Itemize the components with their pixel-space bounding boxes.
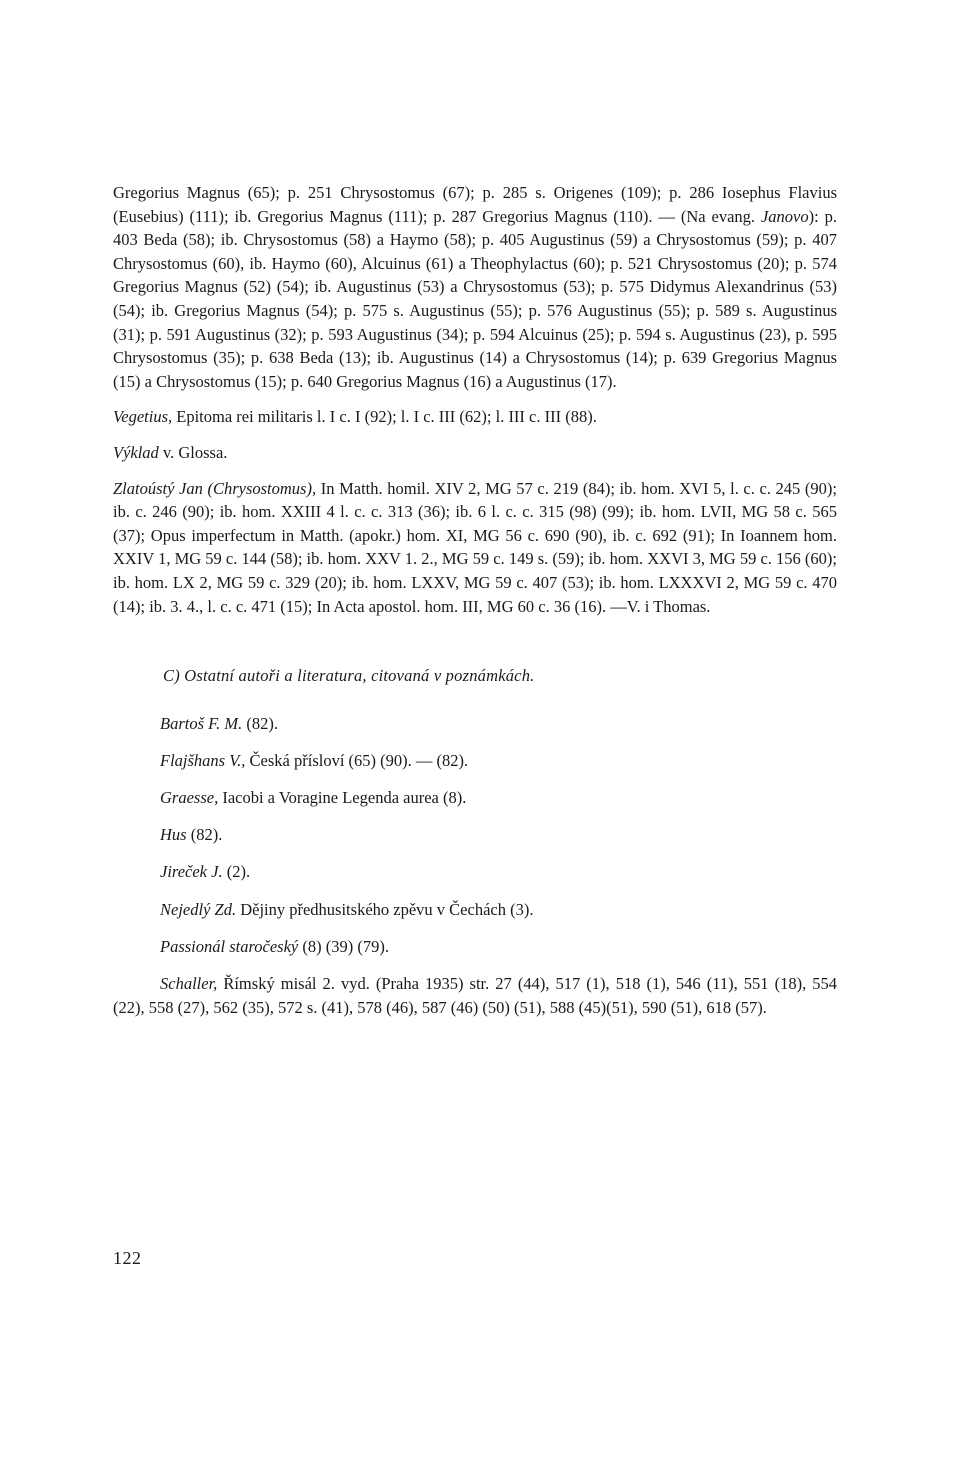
literature-entry: Passionál staročeský (8) (39) (79). bbox=[160, 936, 389, 956]
section-heading: C) Ostatní autoři a literatura, citovaná v poznámkách. bbox=[163, 666, 535, 686]
index-entry-zlatousty: Zlatoústý Jan (Chrysostomus), In Matth. homil. XIV 2, MG 57 c. 219 (84); ib. hom. XVI 5, l. c. c. 245 (90); ib. c. 246 (90); ib. hom. XXIII 4 l. c. c. 313 (36); ib. 6 l. c. c. 315 (98) (99); ib. hom. LVII, MG 58 c. 565 (37); Opus imperfectum in Matth. (apokr.) hom. XI, MG 56 c. 690 (90), ib. c. 692 (91); In Ioannem hom. XXIV 1, MG 59 c. 144 (58); ib. hom. XXV 1. 2., MG 59 c. 149 s. (59); ib. hom. XXVI 3, MG 59 c. 156 (60); ib. hom. LX 2, MG 59 c. 329 (20); ib. hom. LXXV, MG 59 c. 407 (53); ib. hom. LXXXVI 2, MG 59 c. 470 (14); ib. 3. 4., l. c. c. 471 (15); In Acta apostol. hom. III, MG 60 c. 36 (16). —V. i Thomas. bbox=[113, 478, 837, 616]
literature-entry: Graesse, Iacobi a Voragine Legenda aurea (8). bbox=[160, 788, 467, 808]
page-body bbox=[113, 181, 837, 1033]
index-entry-vyklad: Výklad v. Glossa. bbox=[113, 442, 228, 462]
page-number: 122 bbox=[113, 1248, 142, 1268]
literature-entry: Jireček J. (2). bbox=[160, 862, 251, 882]
literature-entry: Nejedlý Zd. Dějiny předhusitského zpěvu v Čechách (3). bbox=[160, 899, 534, 919]
literature-entry: Hus (82). bbox=[160, 825, 223, 845]
index-entry-vegetius: Vegetius, Epitoma rei militaris l. I c. I (92); l. I c. III (62); l. III c. III (88). bbox=[113, 407, 597, 427]
literature-entry: Bartoš F. M. (82). bbox=[160, 713, 278, 733]
index-continuation: Gregorius Magnus (65); p. 251 Chrysostomus (67); p. 285 s. Origenes (109); p. 286 Iosephus Flavius (Eusebius) (111); ib. Gregorius Magnus (111); p. 287 Gregorius Magnus (110). — (Na evang. Janovo): p. 403 Beda (58); ib. Chrysostomus (58) a Haymo (58); p. 405 Augustinus (59) a Chrysostomus (59); p. 407 Chrysostomus (60), ib. Haymo (60), Alcuinus (61) a Theophylactus (60); p. 521 Chrysostomus (20); p. 574 Gregorius Magnus (52) (54); ib. Augustinus (53) a Chrysostomus (53); p. 575 Didymus Alexandrinus (53) (54); ib. Gregorius Magnus (54); p. 575 s. Augustinus (55); p. 576 Augustinus (55); p. 589 s. Augustinus (31); p. 591 Augustinus (32); p. 593 Augustinus (34); p. 594 Alcuinus (25); p. 594 s. Augustinus (23), p. 595 Chrysostomus (35); p. 638 Beda (13); ib. Augustinus (14) a Chrysostomus (14); p. 639 Gregorius Magnus (15) a Chrysostomus (15); p. 640 Gregorius Magnus (16) a Augustinus (17). bbox=[113, 183, 837, 391]
literature-list bbox=[113, 712, 837, 1020]
literature-entry: Schaller, Římský misál 2. vyd. (Praha 1935) str. 27 (44), 517 (1), 518 (1), 546 (11), 551 (18), 554 (22), 558 (27), 562 (35), 572 s. (41), 578 (46), 587 (46) (50) (51), 588 (45)(51), 590 (51), 618 (57). bbox=[113, 974, 837, 1017]
literature-entry: Flajšhans V., Česká přísloví (65) (90). — (82). bbox=[160, 750, 469, 770]
janovo-label: Janovo bbox=[760, 206, 809, 226]
